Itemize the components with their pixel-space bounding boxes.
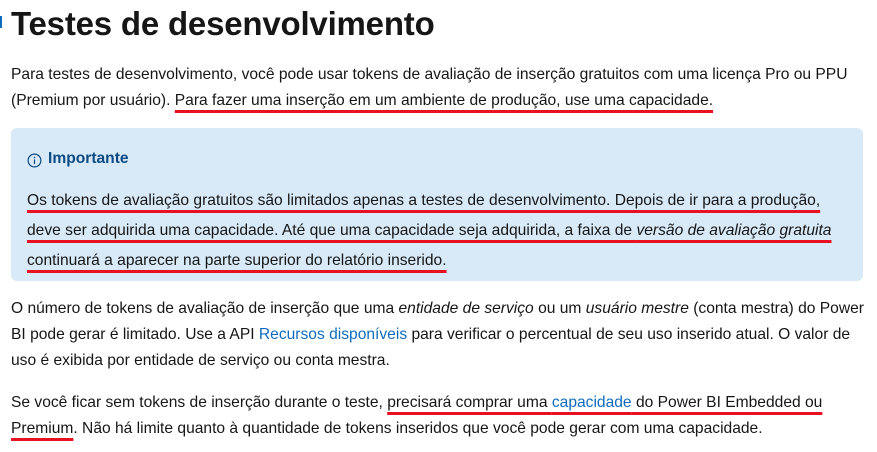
- alert-body: [27, 186, 847, 276]
- alert-italic-text: versão de avaliação gratuita: [636, 222, 832, 239]
- capacity-text-1: Se você ficar sem tokens de inserção durante o teste,: [11, 394, 388, 411]
- available-resources-link[interactable]: Recursos disponíveis: [258, 326, 408, 343]
- left-accent-bar: [0, 16, 2, 28]
- limit-text-3: (conta mestra) do Power BI pode gerar é limitado. Use a API: [11, 300, 864, 343]
- page-title: Testes de desenvolvimento: [11, 5, 435, 42]
- alert-heading: Importante: [48, 150, 129, 167]
- intro-paragraph: [11, 62, 865, 114]
- limit-text-2: ou um: [533, 300, 586, 317]
- master-user-term: usuário mestre: [585, 300, 689, 317]
- service-principal-term: entidade de serviço: [398, 300, 534, 317]
- capacity-text-2: . Não há limite quanto à quantidade de tokens inseridos que você pode gerar com uma capacidade.: [73, 420, 763, 437]
- capacity-link[interactable]: capacidade: [551, 394, 632, 411]
- limit-text-4: para verificar o percentual de seu uso inserido atual. O valor de uso é exibida por entidade de serviço ou conta mestra.: [11, 326, 851, 369]
- capacity-underlined-text-2: do Power BI Embedded ou Premium: [11, 394, 823, 437]
- alert-header: [27, 147, 847, 171]
- capacity-underlined-text-1: precisará comprar uma: [387, 394, 552, 411]
- limit-text-1: O número de tokens de avaliação de inserção que uma: [11, 300, 399, 317]
- important-alert: [11, 128, 863, 281]
- capacity-paragraph: [11, 390, 865, 442]
- alert-text-1: Os tokens de avaliação gratuitos são limitados apenas a testes de desenvolvimento. Depois de ir para a produção, deve ser adquirida uma capacidade. Até que uma capacidade seja adquirida, a faixa de: [27, 192, 821, 239]
- info-circle-icon: [27, 152, 42, 167]
- alert-text-2: continuará a aparecer na parte superior do relatório inserido.: [27, 252, 447, 269]
- limit-paragraph: [11, 296, 865, 374]
- intro-text: Para testes de desenvolvimento, você pode usar tokens de avaliação de inserção gratuitos com uma licença Pro ou PPU (Premium por usuário).: [11, 66, 848, 109]
- intro-underlined-text: Para fazer uma inserção em um ambiente de produção, use uma capacidade.: [174, 92, 714, 109]
